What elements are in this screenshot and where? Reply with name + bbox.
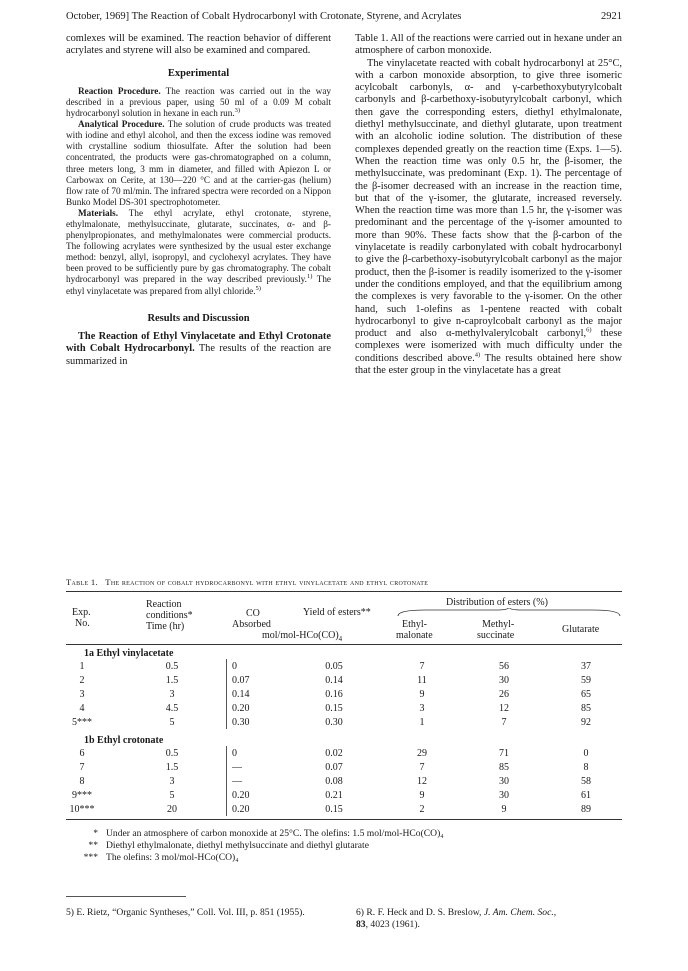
table-cell-gl: 85 — [581, 703, 591, 714]
table-cell-yield: 0.15 — [325, 703, 343, 714]
table-caption-text: The reaction of cobalt hydrocarbonyl with ethyl vinylacetate and ethyl crotonate — [105, 577, 429, 587]
col-header-cond-3: Time (hr) — [146, 621, 185, 632]
table-cell-time: 3 — [169, 776, 175, 787]
table-cell-time: 5 — [169, 717, 175, 728]
reference-6-authors: 6) R. F. Heck and D. S. Breslow, — [356, 907, 484, 918]
table-cell-em: 29 — [417, 748, 427, 759]
table-cell-no: 2 — [79, 675, 85, 686]
table-caption — [66, 577, 622, 587]
reference-6-volume: 83 — [356, 918, 366, 930]
table-cell-ms: 30 — [499, 776, 509, 787]
footnote-text: The olefins: 3 mol/mol-HCo(CO)₄ — [106, 852, 239, 863]
right-paragraph-2-text: The vinylacetate reacted with cobalt hydrocarbonyl at 25°C, with a carbon monoxide absorption, to give three isomeric acylcobalt carbonyls, α- and γ-carbethoxybutyrylcobalt carbonyls and β-carbethoxy-isobutyrylcobalt carbonyl, which then gave the corresponding esters, diethyl ethylmalonate, diethyl methylsuccinate, and diethyl glutarate, upon treatment with an alcoholic iodine solution. The distribution of these complexes depended greatly on the reaction time (Exps. 1—5). When the reaction time was only 0.5 hr, the β-isomer, the methylsuccinate, was predominant (Exp. 1). The percentage of the β-isomer decreased with an increase in the reaction time, but that of the γ-isomer, the glutarate, increased reversely. When the reaction time was more than 1.5 hr, the γ-isomer was predominant and the percentage of the γ-isomer amounted to more than 90%. These facts show that the β-carbon of the vinylacetate is readily carbonylated with cobalt hydrocarbonyl to give the β-carbethoxy-isobutyrylcobalt carbonyl as the major product, then the β-isomer is readily isomerized to the γ-isomer under the conditions employed, and that the equilibrium among the complexes is very favorable to the γ-isomer. On the other hand, such 1-olefins as 1-pentene reacted with cobalt hydrocarbonyl to give n-caproylcobalt carbonyl as the major product and also α-methylvalerylcobalt carbonyl, — [355, 57, 622, 340]
table-cell-gl: 89 — [581, 804, 591, 815]
col-header-ethylmalonate-2: malonate — [396, 630, 433, 641]
footnote-mark: *** — [83, 852, 98, 863]
table-cell-co: 0.20 — [232, 804, 250, 815]
table-cell-no: 3 — [79, 689, 85, 700]
table-cell-time: 20 — [167, 804, 177, 815]
footnote-text: Diethyl ethylmalonate, diethyl methylsuccinate and diethyl glutarate — [106, 840, 369, 851]
table-cell-ms: 7 — [501, 717, 507, 728]
table-cell-no: 1 — [79, 661, 85, 672]
table-cell-em: 9 — [419, 790, 425, 801]
table-cell-gl: 0 — [583, 748, 589, 759]
table-cell-time: 0.5 — [165, 661, 179, 672]
col-header-co-absorbed: Absorbed — [232, 619, 271, 630]
table-cell-gl: 37 — [581, 661, 591, 672]
reference-6 — [356, 907, 618, 930]
table-cell-time: 1.5 — [165, 762, 179, 773]
table-cell-yield: 0.05 — [325, 661, 343, 672]
table-cell-em: 11 — [417, 675, 427, 686]
right-paragraph-2-text-c: The results obtained here show that the ester group in the vinylacetate has a great — [355, 352, 622, 377]
col-header-no: No. — [75, 618, 90, 629]
column-divider — [226, 659, 227, 729]
materials-paragraph — [66, 208, 331, 297]
group-heading-crotonate: 1b Ethyl crotonate — [84, 735, 164, 746]
table-cell-co: 0.30 — [232, 717, 250, 728]
table-cell-no: 10*** — [69, 804, 95, 815]
table-cell-gl: 65 — [581, 689, 591, 700]
table-cell-ms: 85 — [499, 762, 509, 773]
page-number: 2921 — [601, 11, 622, 22]
table-cell-gl: 59 — [581, 675, 591, 686]
footnote-mark: * — [93, 828, 98, 839]
left-column — [66, 33, 331, 368]
header-title: October, 1969] The Reaction of Cobalt Hydrocarbonyl with Crotonate, Styrene, and Acrylates — [66, 11, 462, 22]
analytical-procedure-paragraph — [66, 119, 331, 208]
table-cell-yield: 0.21 — [325, 790, 343, 801]
col-header-yield: Yield of esters** — [303, 607, 371, 618]
units-text: mol/mol-HCo(CO) — [262, 630, 339, 641]
table-cell-em: 9 — [419, 689, 425, 700]
table-cell-no: 4 — [79, 703, 85, 714]
table-cell-time: 5 — [169, 790, 175, 801]
reaction-procedure-label: Reaction Procedure. — [78, 85, 161, 96]
table-cell-yield: 0.16 — [325, 689, 343, 700]
table-cell-yield: 0.14 — [325, 675, 343, 686]
ref-marker: 4) — [474, 351, 481, 359]
intro-paragraph: comlexes will be examined. The reaction behavior of different acrylates and styrene will also be examined and compared. — [66, 33, 331, 57]
reaction-procedure-paragraph — [66, 86, 331, 119]
reference-6-pages: , 4023 (1961). — [365, 918, 420, 930]
footnote-3 — [72, 852, 622, 864]
table-cell-co: 0 — [232, 661, 237, 672]
table-cell-co: 0.14 — [232, 689, 250, 700]
table-caption-label: Table 1. — [66, 577, 98, 587]
reference-6-journal: J. Am. Chem. Soc. — [483, 907, 554, 918]
col-header-units — [262, 630, 342, 643]
experimental-heading: Experimental — [167, 67, 230, 79]
table-cell-yield: 0.30 — [325, 717, 343, 728]
col-header-cond-2: conditions* — [146, 610, 193, 621]
materials-text-2: The ethyl vinylacetate was prepared from allyl chloride. — [66, 274, 331, 296]
table-cell-time: 1.5 — [165, 675, 179, 686]
table-cell-ms: 56 — [499, 661, 509, 672]
table-cell-em: 3 — [419, 703, 425, 714]
table-cell-co: — — [232, 762, 242, 773]
table-cell-ms: 71 — [499, 748, 509, 759]
table-bottom-rule — [66, 819, 622, 820]
table-cell-yield: 0.07 — [325, 762, 343, 773]
column-divider — [226, 746, 227, 816]
table-cell-gl: 61 — [581, 790, 591, 801]
subsection-paragraph — [66, 331, 331, 368]
results-heading: Results and Discussion — [147, 312, 250, 324]
table-cell-em: 7 — [419, 661, 425, 672]
table-cell-time: 4.5 — [165, 703, 179, 714]
table-header-rule — [66, 644, 622, 645]
reference-5: 5) E. Rietz, “Organic Syntheses,” Coll. Vol. III, p. 851 (1955). — [66, 907, 305, 918]
table-cell-co: 0 — [232, 748, 237, 759]
col-header-exp: Exp. — [72, 607, 91, 618]
table-cell-em: 1 — [419, 717, 425, 728]
table-cell-gl: 8 — [583, 762, 589, 773]
ref-marker: 5) — [255, 284, 261, 292]
table-cell-ms: 30 — [499, 675, 509, 686]
footnote-1 — [72, 828, 622, 840]
table-cell-em: 7 — [419, 762, 425, 773]
table-cell-no: 7 — [79, 762, 85, 773]
running-header — [66, 11, 622, 22]
distribution-brace — [396, 608, 622, 618]
table-cell-time: 0.5 — [165, 748, 179, 759]
table-cell-gl: 58 — [581, 776, 591, 787]
analytical-procedure-label: Analytical Procedure. — [78, 119, 165, 130]
analytical-procedure-text: The solution of crude products was treated with iodine and ethyl alcohol, and then the excess iodine was removed with crystalline sodium thiosulfate. After the solution had been concentrated, the products were gas-chromatographed on a column, three meters long, 3 mm in diameter, and filled with Apiezon L or Carbowax on Cerite, at 130—220 °C and at the carrier-gas (helium) flow rate of 70 ml/min. The infrared spectra were recorded on a Nippon Bunko Model DS-301 spectrophotometer. — [66, 119, 331, 207]
group-heading-vinylacetate: 1a Ethyl vinylacetate — [84, 648, 174, 659]
right-column — [355, 33, 622, 377]
table-cell-no: 8 — [79, 776, 85, 787]
col-header-methylsuccinate-2: succinate — [477, 630, 515, 641]
table-cell-gl: 92 — [581, 717, 591, 728]
table-cell-co: 0.07 — [232, 675, 250, 686]
right-paragraph-1: Table 1. All of the reactions were carried out in hexane under an atmosphere of carbon monoxide. — [355, 33, 622, 57]
results-table — [66, 591, 622, 857]
units-subscript: 4 — [338, 635, 343, 643]
col-header-methylsuccinate-1: Methyl- — [482, 619, 515, 630]
table-cell-no: 5*** — [72, 717, 92, 728]
footnote-2 — [72, 840, 622, 852]
ref-marker: 3) — [234, 107, 241, 115]
table-top-rule — [66, 591, 622, 592]
reference-6-sep: , — [553, 907, 557, 918]
ref-marker: 1) — [306, 273, 313, 281]
right-paragraph-2 — [355, 58, 622, 378]
table-cell-ms: 9 — [501, 804, 507, 815]
table-cell-co: 0.20 — [232, 790, 250, 801]
table-cell-no: 9*** — [72, 790, 92, 801]
col-header-distribution: Distribution of esters (%) — [446, 597, 548, 608]
table-cell-no: 6 — [79, 748, 85, 759]
reference-rule — [66, 896, 186, 897]
table-cell-co: — — [232, 776, 242, 787]
table-cell-ms: 30 — [499, 790, 509, 801]
materials-text: The ethyl acrylate, ethyl crotonate, styrene, ethylmalonate, methylsuccinate, glutarate, succinates, α- and β-phenylpropionates, and methylmalonates were commercial products. The following acrylates were synthesized by the usual ester exchange method: benzyl, allyl, isopropyl, and cyclohexyl acrylates. They have been proved to be sufficiently pure by gas chromatography. The cobalt hydrocarbonyl was prepared in the way described previously. — [66, 207, 331, 285]
footnote-text: Under an atmosphere of carbon monoxide at 25°C. The olefins: 1.5 mol/mol-HCo(CO)₄ — [106, 828, 444, 839]
table-cell-yield: 0.02 — [325, 748, 343, 759]
table-cell-yield: 0.08 — [325, 776, 343, 787]
table-cell-time: 3 — [169, 689, 175, 700]
table-cell-em: 12 — [417, 776, 427, 787]
table-cell-ms: 26 — [499, 689, 509, 700]
subsection-heading: The Reaction of Ethyl Vinylacetate and Ethyl Crotonate with Cobalt Hydrocarbonyl. — [66, 330, 331, 355]
table-cell-co: 0.20 — [232, 703, 250, 714]
col-header-glutarate: Glutarate — [562, 624, 600, 635]
col-header-cond-1: Reaction — [146, 599, 182, 610]
right-paragraph-2-text-b: these complexes were isomerized with much difficulty under the conditions described above. — [355, 328, 622, 364]
reaction-procedure-text: The reaction was carried out in the way described in a previous paper, using 50 ml of a 0.09 M cobalt hydrocarbonyl solution in hexane in each run. — [66, 85, 331, 119]
footnote-mark: ** — [88, 840, 98, 851]
materials-label: Materials. — [78, 207, 119, 218]
col-header-co: CO — [246, 608, 260, 619]
col-header-ethylmalonate-1: Ethyl- — [402, 619, 427, 630]
table-cell-ms: 12 — [499, 703, 509, 714]
ref-marker: 6) — [586, 326, 592, 334]
table-cell-em: 2 — [419, 804, 425, 815]
table-cell-yield: 0.15 — [325, 804, 343, 815]
subsection-text: The results of the reaction are summarized in — [66, 343, 331, 367]
